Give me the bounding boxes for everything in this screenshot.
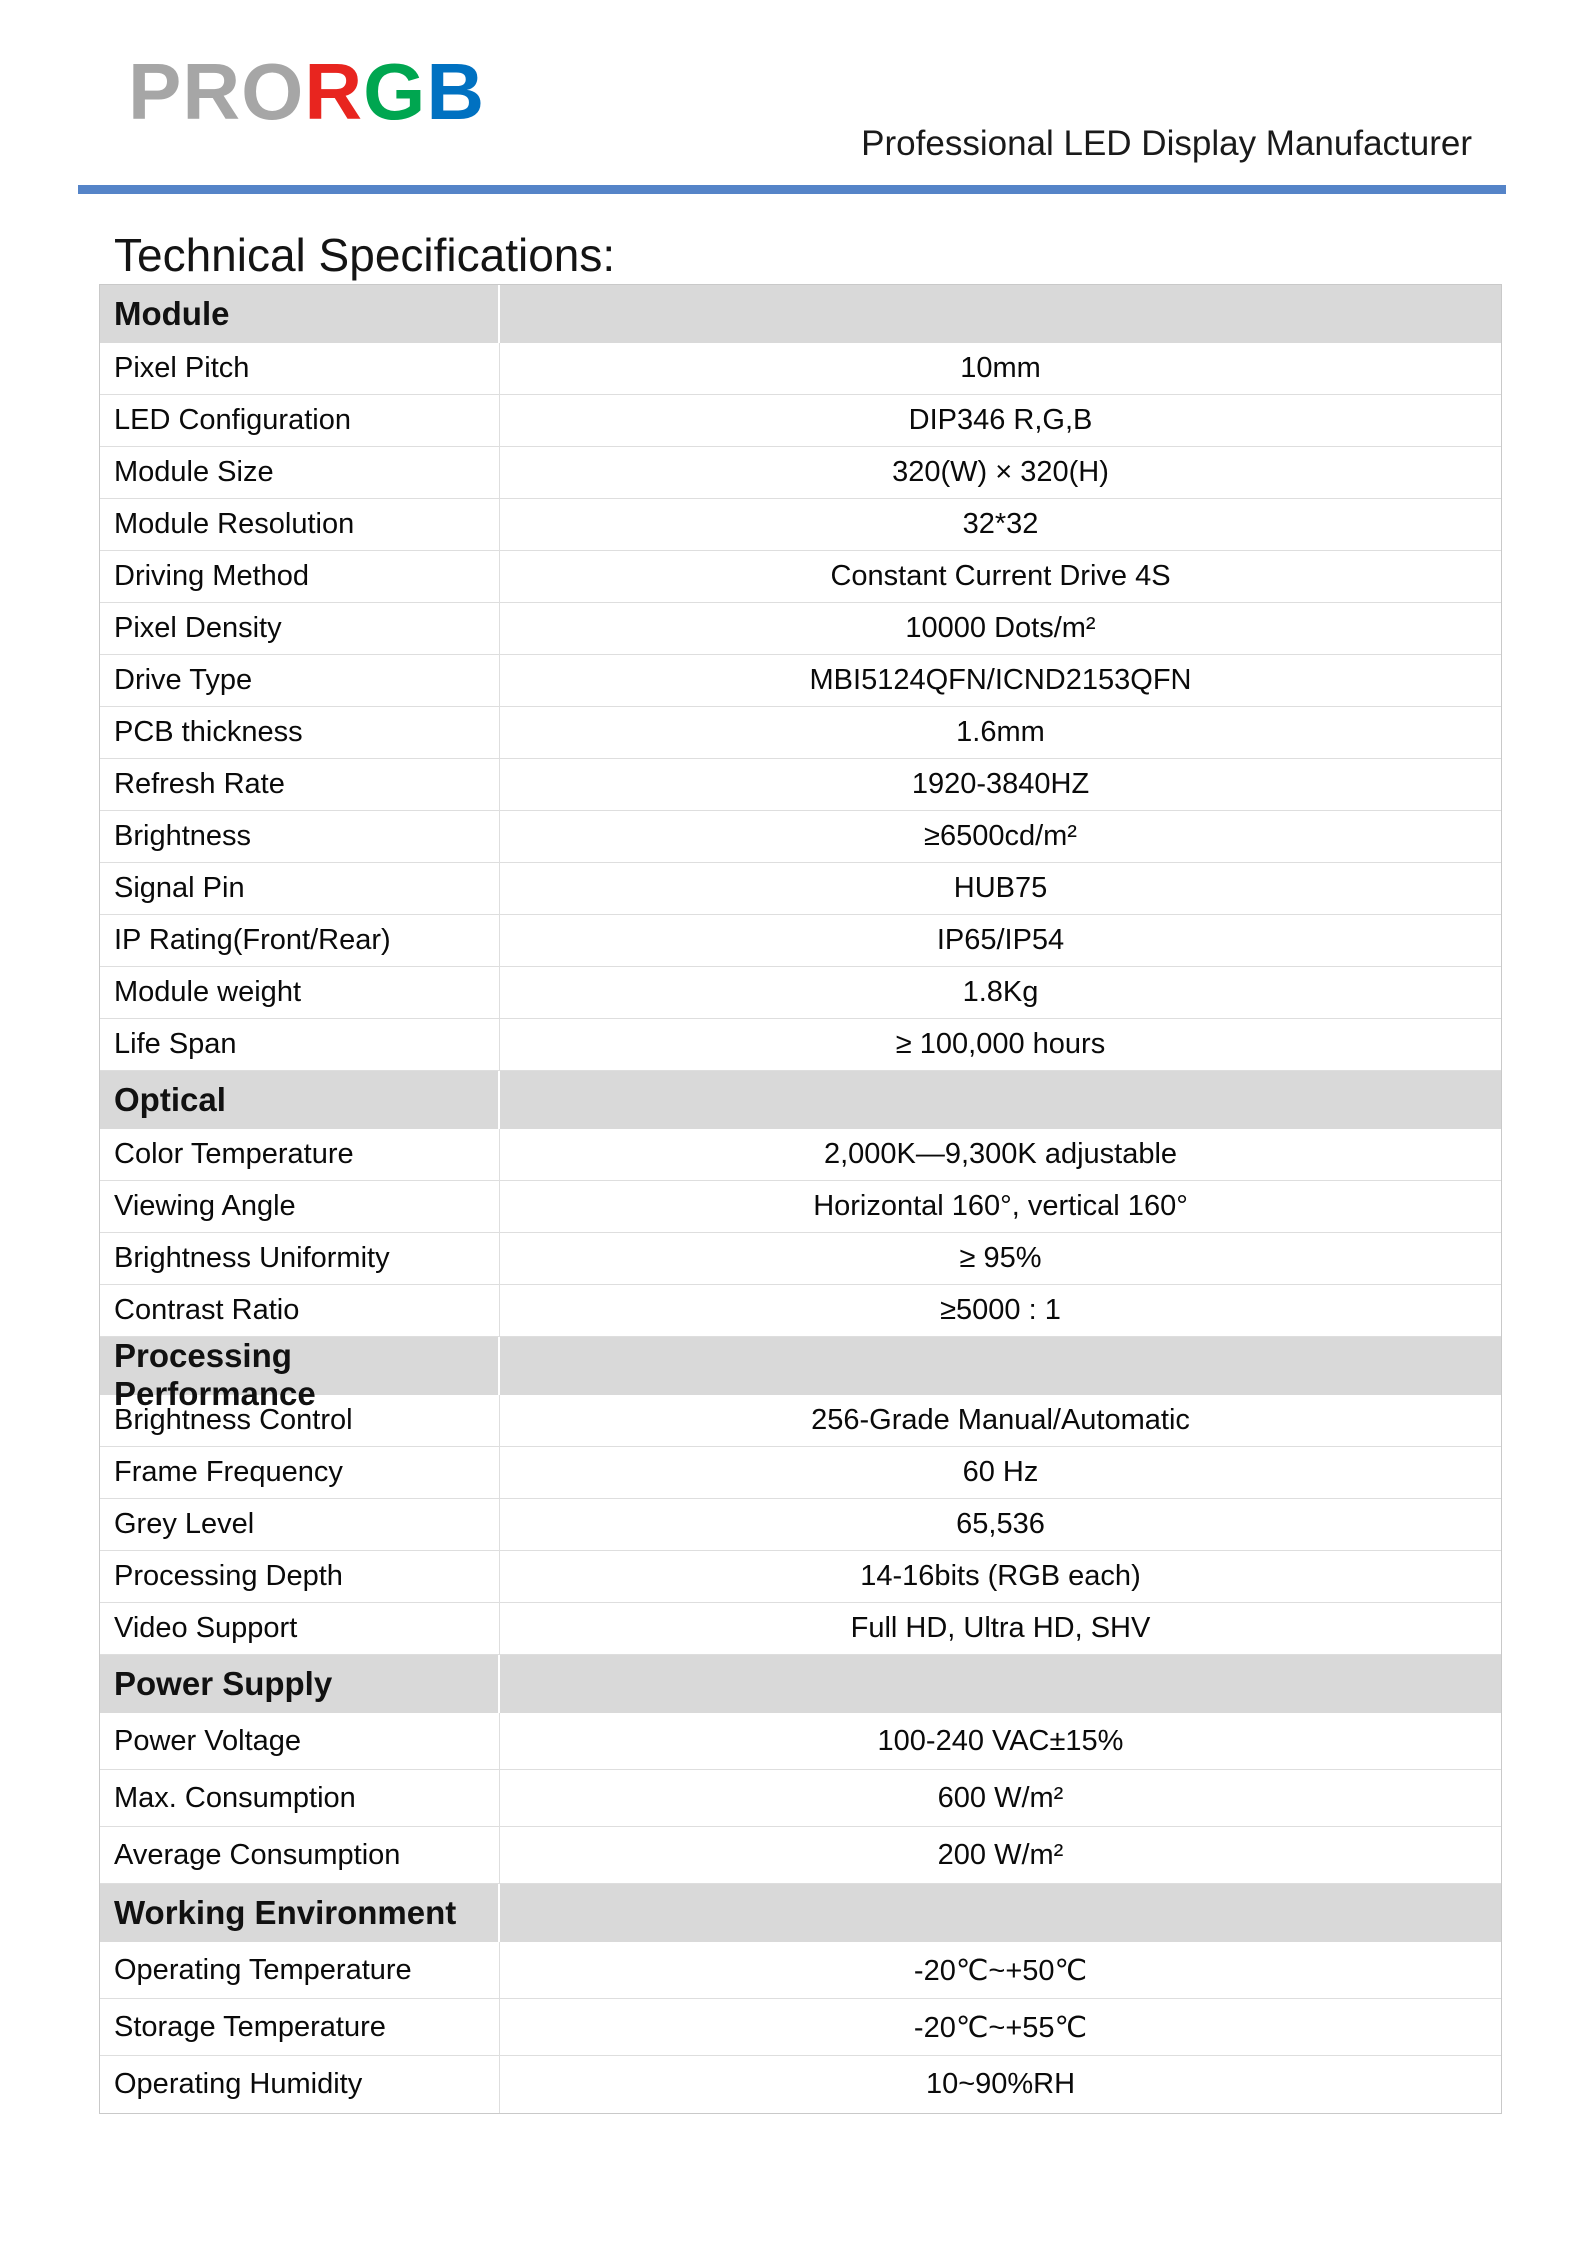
spec-value: 320(W) × 320(H) bbox=[892, 456, 1109, 488]
spec-table bbox=[99, 284, 1502, 2114]
spec-label: PCB thickness bbox=[100, 707, 500, 758]
spec-label: Contrast Ratio bbox=[100, 1285, 500, 1336]
spec-row bbox=[100, 967, 1501, 1019]
section-title: Working Environment bbox=[100, 1884, 500, 1942]
spec-row bbox=[100, 863, 1501, 915]
section-title: Optical bbox=[100, 1071, 500, 1129]
spec-row bbox=[100, 1499, 1501, 1551]
spec-row bbox=[100, 603, 1501, 655]
spec-label: Driving Method bbox=[100, 551, 500, 602]
spec-row bbox=[100, 655, 1501, 707]
spec-row bbox=[100, 343, 1501, 395]
spec-value: 60 Hz bbox=[962, 1456, 1039, 1488]
spec-value: -20℃~+50℃ bbox=[913, 1954, 1088, 1987]
spec-value: 600 W/m² bbox=[937, 1781, 1064, 1814]
section-header-processing-performance bbox=[100, 1337, 1501, 1412]
spec-row bbox=[100, 1551, 1501, 1603]
section-header-spacer bbox=[500, 285, 1501, 343]
spec-row bbox=[100, 499, 1501, 551]
spec-value: 1.8Kg bbox=[962, 976, 1039, 1008]
spec-value: 200 W/m² bbox=[937, 1838, 1064, 1871]
spec-value: DIP346 R,G,B bbox=[908, 404, 1093, 436]
spec-row bbox=[100, 1233, 1501, 1285]
spec-label: Brightness bbox=[100, 811, 500, 862]
spec-value: 32*32 bbox=[962, 508, 1039, 540]
logo-segment-b: B bbox=[426, 47, 486, 136]
spec-value: HUB75 bbox=[953, 872, 1048, 904]
spec-label: Module Size bbox=[100, 447, 500, 498]
logo-segment-r: R bbox=[304, 47, 364, 136]
section-header-working-environment bbox=[100, 1884, 1501, 1942]
section-header-module bbox=[100, 285, 1501, 343]
spec-value: -20℃~+55℃ bbox=[913, 2011, 1088, 2044]
company-logo bbox=[128, 47, 486, 136]
section-header-spacer bbox=[500, 1884, 1501, 1942]
section-title: Processing Performance bbox=[100, 1337, 500, 1413]
spec-value: Full HD, Ultra HD, SHV bbox=[850, 1612, 1151, 1644]
spec-value: Horizontal 160°, vertical 160° bbox=[813, 1190, 1188, 1222]
spec-value: 256-Grade Manual/Automatic bbox=[811, 1404, 1190, 1436]
spec-row bbox=[100, 707, 1501, 759]
spec-row bbox=[100, 811, 1501, 863]
spec-value: 10~90%RH bbox=[925, 2068, 1076, 2100]
section-title: Module bbox=[100, 285, 500, 343]
spec-row bbox=[100, 395, 1501, 447]
section-header-spacer bbox=[500, 1071, 1501, 1129]
spec-row bbox=[100, 1285, 1501, 1337]
spec-label: LED Configuration bbox=[100, 395, 500, 446]
spec-label: Processing Depth bbox=[100, 1551, 500, 1602]
spec-label: Life Span bbox=[100, 1019, 500, 1070]
spec-value: MBI5124QFN/ICND2153QFN bbox=[809, 664, 1192, 696]
spec-value: ≥5000 : 1 bbox=[940, 1294, 1061, 1326]
spec-label: Power Voltage bbox=[100, 1713, 500, 1769]
spec-row bbox=[100, 1713, 1501, 1770]
spec-row bbox=[100, 1129, 1501, 1181]
spec-row bbox=[100, 1942, 1501, 1999]
spec-value: ≥6500cd/m² bbox=[924, 820, 1077, 852]
spec-row bbox=[100, 1827, 1501, 1884]
spec-label: Grey Level bbox=[100, 1499, 500, 1550]
spec-row bbox=[100, 1447, 1501, 1499]
spec-row bbox=[100, 759, 1501, 811]
spec-value: 1.6mm bbox=[956, 716, 1045, 748]
spec-label: Max. Consumption bbox=[100, 1770, 500, 1826]
logo-segment-pro: PRO bbox=[128, 47, 305, 136]
spec-label: IP Rating(Front/Rear) bbox=[100, 915, 500, 966]
spec-value: 1920-3840HZ bbox=[911, 768, 1090, 800]
spec-value: ≥ 95% bbox=[959, 1242, 1042, 1274]
spec-row bbox=[100, 1395, 1501, 1447]
spec-label: Viewing Angle bbox=[100, 1181, 500, 1232]
spec-label: Color Temperature bbox=[100, 1129, 500, 1180]
spec-row bbox=[100, 1770, 1501, 1827]
section-title: Power Supply bbox=[100, 1655, 500, 1713]
company-tagline: Professional LED Display Manufacturer bbox=[861, 124, 1472, 163]
spec-value: Constant Current Drive 4S bbox=[830, 560, 1171, 592]
spec-label: Pixel Pitch bbox=[100, 343, 500, 394]
spec-label: Operating Humidity bbox=[100, 2056, 500, 2113]
spec-label: Brightness Control bbox=[100, 1395, 500, 1446]
spec-row bbox=[100, 2056, 1501, 2113]
page-title: Technical Specifications: bbox=[114, 229, 616, 281]
logo-segment-g: G bbox=[363, 47, 427, 136]
section-header-spacer bbox=[500, 1655, 1501, 1713]
spec-value: IP65/IP54 bbox=[936, 924, 1065, 956]
spec-value: ≥ 100,000 hours bbox=[895, 1028, 1106, 1060]
spec-row bbox=[100, 1019, 1501, 1071]
section-header-optical bbox=[100, 1071, 1501, 1129]
spec-label: Frame Frequency bbox=[100, 1447, 500, 1498]
spec-label: Brightness Uniformity bbox=[100, 1233, 500, 1284]
spec-label: Drive Type bbox=[100, 655, 500, 706]
spec-row bbox=[100, 551, 1501, 603]
spec-value: 14-16bits (RGB each) bbox=[860, 1560, 1141, 1592]
spec-label: Module weight bbox=[100, 967, 500, 1018]
spec-row bbox=[100, 1181, 1501, 1233]
spec-row bbox=[100, 1603, 1501, 1655]
spec-label: Storage Temperature bbox=[100, 1999, 500, 2055]
spec-row bbox=[100, 1999, 1501, 2056]
spec-label: Operating Temperature bbox=[100, 1942, 500, 1998]
spec-label: Signal Pin bbox=[100, 863, 500, 914]
spec-row bbox=[100, 915, 1501, 967]
spec-label: Refresh Rate bbox=[100, 759, 500, 810]
spec-label: Average Consumption bbox=[100, 1827, 500, 1883]
spec-value: 100-240 VAC±15% bbox=[877, 1724, 1124, 1757]
spec-value: 10000 Dots/m² bbox=[905, 612, 1096, 644]
spec-row bbox=[100, 447, 1501, 499]
header-divider-rule bbox=[78, 185, 1506, 194]
spec-label: Video Support bbox=[100, 1603, 500, 1654]
spec-label: Pixel Density bbox=[100, 603, 500, 654]
spec-value: 2,000K—9,300K adjustable bbox=[823, 1138, 1178, 1170]
spec-label: Module Resolution bbox=[100, 499, 500, 550]
spec-value: 65,536 bbox=[956, 1508, 1045, 1540]
spec-value: 10mm bbox=[960, 352, 1041, 384]
section-header-power-supply bbox=[100, 1655, 1501, 1713]
